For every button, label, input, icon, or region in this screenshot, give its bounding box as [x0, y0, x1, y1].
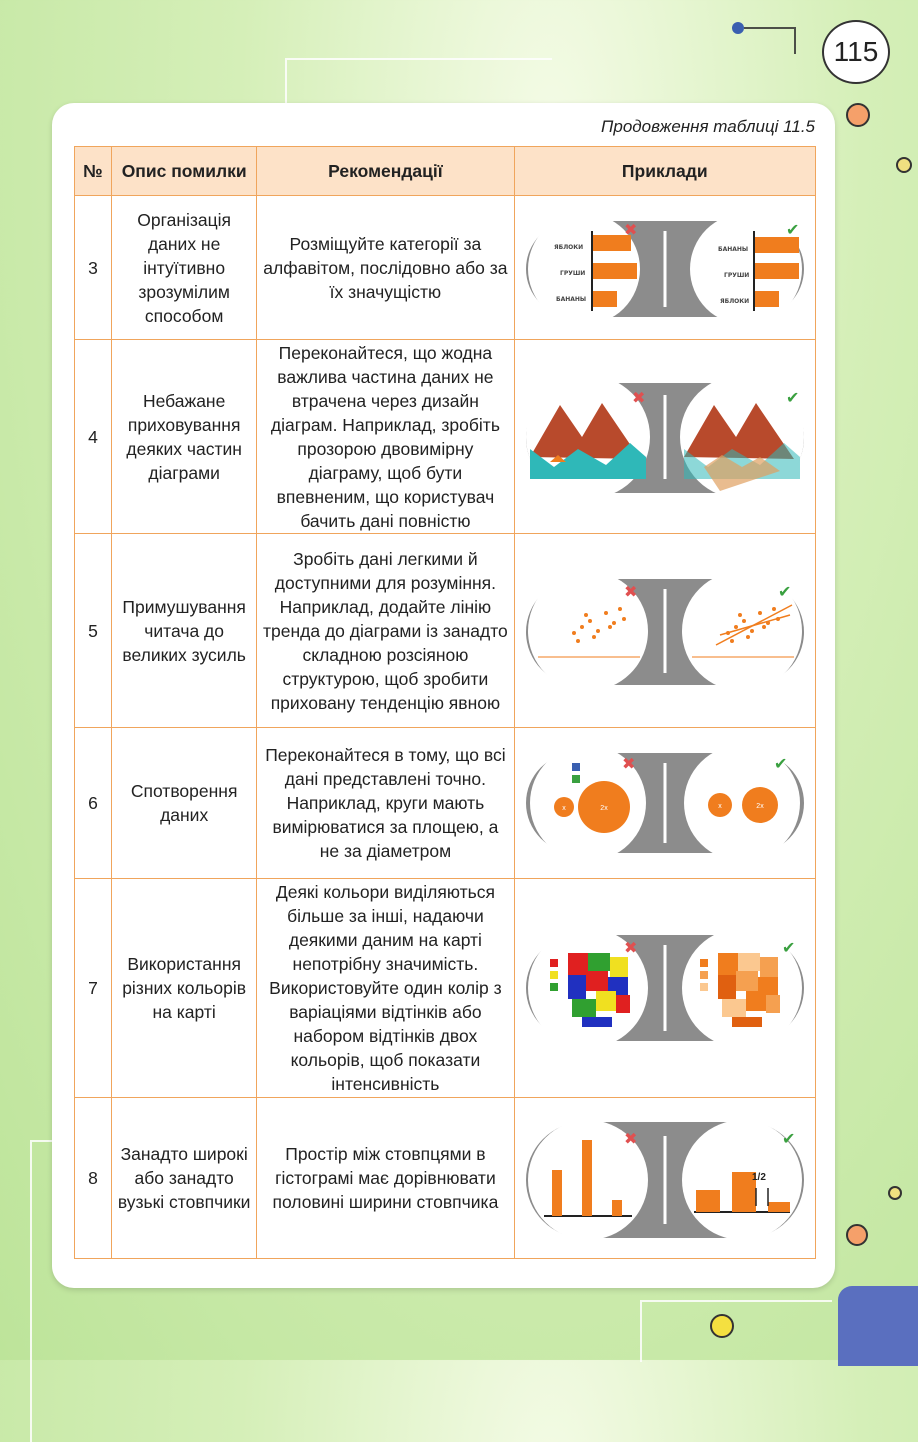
table-header-row	[75, 147, 816, 196]
row-number: 5	[75, 534, 112, 728]
table-row	[75, 340, 816, 534]
header-recommendation: Рекомендації	[257, 147, 514, 196]
check-icon: ✔	[785, 221, 800, 239]
wrong-icon: ✖	[623, 940, 638, 957]
page-number: 115	[822, 20, 890, 84]
example-circle-area	[515, 733, 815, 873]
example-area-charts	[515, 367, 815, 507]
example-cell	[514, 879, 815, 1098]
example-sorted-bars	[515, 203, 815, 333]
error-description: Використання різних кольорів на карті	[112, 879, 257, 1098]
check-icon: ✔	[777, 583, 792, 601]
example-cell	[514, 340, 815, 534]
recommendation-text: Зробіть дані легкими й доступними для розуміння. Наприклад, додайте лінію тренда до діаграми із занадто складною розсіяною структурою, щоб зробити приховану тенденцію явною	[257, 534, 514, 728]
decor-dot	[732, 22, 744, 34]
wrong-icon: ✖	[623, 583, 638, 601]
example-map-colors	[515, 913, 815, 1063]
decor-dot	[846, 1224, 868, 1246]
bar-label: БАНАНЫ	[717, 245, 748, 253]
recommendation-text: Простір між стовпцями в гістограмі має дорівнювати половині ширини стовпчика	[257, 1098, 514, 1259]
bar-label: БАНАНЫ	[555, 295, 586, 303]
recommendation-text: Розміщуйте категорії за алфавітом, послідовно або за їх значущістю	[257, 196, 514, 340]
example-cell	[514, 196, 815, 340]
half-label: 1/2	[751, 1172, 766, 1183]
header-examples: Приклади	[514, 147, 815, 196]
bar-label: ЯБЛОКИ	[553, 243, 583, 251]
wrong-icon: ✖	[623, 1131, 638, 1148]
row-number: 8	[75, 1098, 112, 1259]
recommendation-text: Деякі кольори виділяються більше за інші, надаючи деякими даним на карті непотрібну значимість. Використовуйте один колір з варіаціями відтінків або набором відтінків двох кольорів, щоб показати інтенсивність	[257, 879, 514, 1098]
circle-label: 2x	[600, 805, 608, 812]
recommendation-text: Переконайтеся в тому, що всі дані представлені точно. Наприклад, круги мають вимірюватися за площею, а не за діаметром	[257, 728, 514, 879]
decor-dot	[896, 157, 912, 173]
wrong-icon: ✖	[631, 389, 646, 407]
check-icon: ✔	[781, 1131, 796, 1148]
header-num: №	[75, 147, 112, 196]
bar-label: ГРУШИ	[723, 271, 750, 279]
example-cell	[514, 1098, 815, 1259]
table-row	[75, 196, 816, 340]
example-scatter-trend	[515, 561, 815, 701]
error-description: Спотворення даних	[112, 728, 257, 879]
wrong-icon: ✖	[623, 221, 638, 239]
bar-label: ЯБЛОКИ	[719, 297, 749, 305]
row-number: 3	[75, 196, 112, 340]
decor-dot	[888, 1186, 902, 1200]
error-description: Небажане приховування деяких частин діаграми	[112, 340, 257, 534]
table-row	[75, 1098, 816, 1259]
table-row	[75, 534, 816, 728]
error-description: Примушування читача до великих зусиль	[112, 534, 257, 728]
check-icon: ✔	[773, 756, 788, 773]
chapter-tab	[838, 1286, 918, 1366]
content-card	[52, 103, 835, 1288]
decor-dot	[710, 1314, 734, 1338]
row-number: 4	[75, 340, 112, 534]
table-row	[75, 879, 816, 1098]
row-number: 7	[75, 879, 112, 1098]
recommendation-text: Переконайтеся, що жодна важлива частина даних не втрачена через дизайн діаграм. Наприклад, зробіть прозорою двовимірну діаграму, щоб бути впевненим, що користувач бачить дані повністю	[257, 340, 514, 534]
decor-dot	[846, 103, 870, 127]
recommendations-table	[74, 146, 816, 1259]
check-icon: ✔	[785, 389, 800, 407]
example-cell	[514, 534, 815, 728]
table-caption: Продовження таблиці 11.5	[601, 117, 815, 136]
bar-label: ГРУШИ	[559, 269, 586, 277]
header-error: Опис помилки	[112, 147, 257, 196]
circle-label: x	[562, 805, 566, 812]
circle-label: x	[718, 803, 722, 810]
row-number: 6	[75, 728, 112, 879]
example-bar-spacing	[515, 1108, 815, 1248]
wrong-icon: ✖	[621, 756, 636, 773]
error-description: Організація даних не інтуїтивно зрозумілим способом	[112, 196, 257, 340]
circle-label: 2x	[756, 803, 764, 810]
error-description: Занадто широкі або занадто вузькі стовпчики	[112, 1098, 257, 1259]
check-icon: ✔	[781, 940, 796, 957]
table-row	[75, 728, 816, 879]
example-cell	[514, 728, 815, 879]
